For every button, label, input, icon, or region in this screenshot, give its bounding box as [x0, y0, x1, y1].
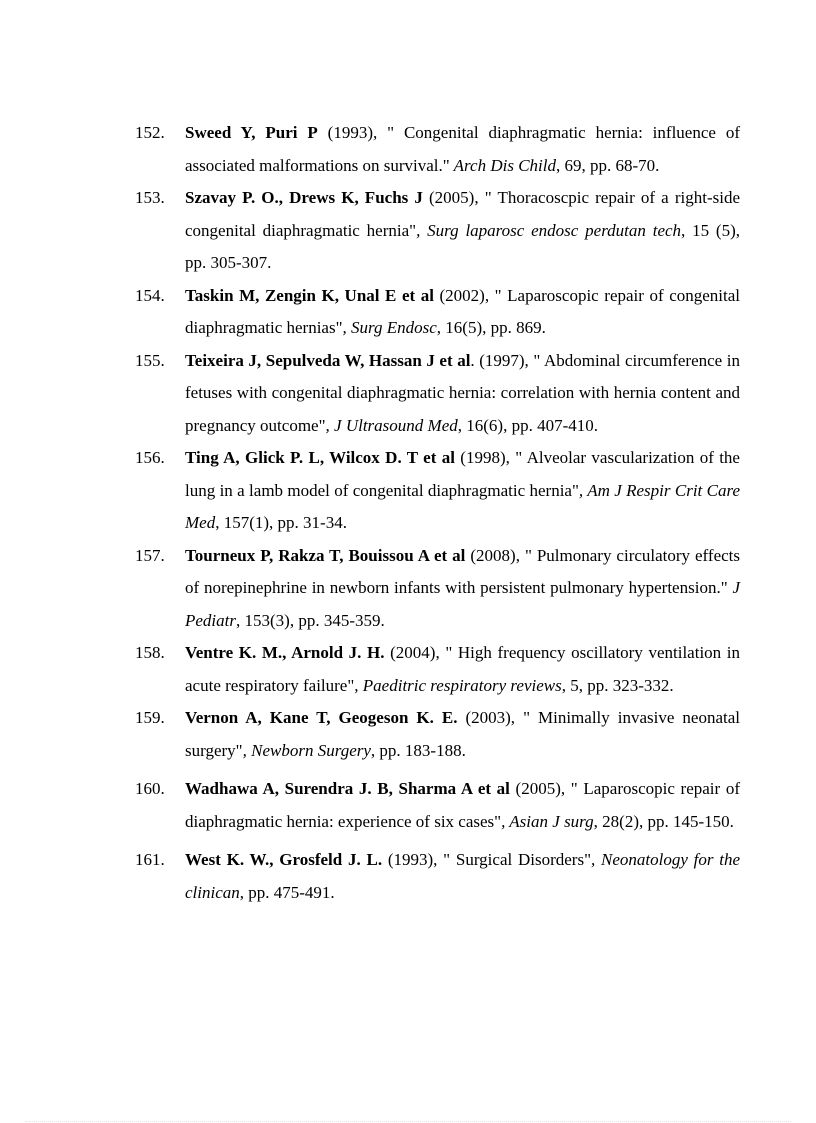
reference-title: " Surgical Disorders" [443, 850, 592, 869]
reference-number: 156. [135, 448, 165, 467]
reference-item [135, 345, 740, 443]
reference-number: 158. [135, 643, 165, 662]
reference-journal: , Paeditric respiratory reviews [354, 675, 562, 695]
reference-number: 160. [135, 779, 165, 798]
reference-number: 161. [135, 850, 165, 869]
reference-journal: , Surg laparosc endosc perdutan tech [416, 220, 682, 240]
reference-item [135, 117, 740, 182]
reference-journal: , J Ultrasound Med [325, 415, 458, 435]
reference-item [135, 280, 740, 345]
reference-year: (2004), [384, 643, 446, 662]
reference-number: 154. [135, 285, 165, 305]
reference-details: , pp. 475-491. [239, 882, 335, 902]
reference-year: (2005), [422, 188, 485, 207]
reference-text [185, 182, 740, 280]
reference-number: 157. [135, 545, 165, 565]
reference-title: " Laparoscopic repair of diaphragmatic hernia: experience of six cases" [185, 779, 740, 831]
reference-year: (2008), [465, 545, 525, 565]
reference-journal: J Pediatr [185, 578, 741, 630]
reference-journal: , Newborn Surgery [242, 740, 371, 760]
reference-list [135, 117, 740, 909]
reference-number: 155. [135, 350, 165, 370]
reference-title: " Pulmonary circulatory effects of norepinephrine in newborn infants with persistent pulmonary hypertension." [185, 545, 741, 597]
reference-authors: Ventre K. M., Arnold J. H. [185, 643, 385, 662]
reference-year: (2005), [509, 779, 571, 798]
reference-journal: , Surg Endosc [342, 318, 437, 337]
reference-title: " Alveolar vascularization of the lung in a lamb model of congenital diaphragmatic hernia" [185, 448, 740, 500]
reference-journal: , Asian J surg [501, 811, 594, 831]
reference-title: " Congenital diaphragmatic hernia: influence of associated malformations on survival." [185, 123, 740, 175]
reference-text [185, 117, 740, 182]
reference-details: , pp. 183-188. [370, 740, 466, 760]
reference-year: (1993), [317, 123, 388, 142]
reference-text [185, 280, 740, 345]
reference-journal: Arch Dis Child [449, 155, 556, 175]
reference-authors: Sweed Y, Puri P [185, 123, 318, 142]
reference-item [135, 182, 740, 280]
reference-text [185, 540, 740, 638]
reference-title: " Thoracoscpic repair of a right-side congenital diaphragmatic hernia" [185, 188, 740, 240]
reference-authors: Vernon A, Kane T, Geogeson K. E. [185, 708, 458, 727]
reference-item [135, 844, 740, 909]
reference-authors: Taskin M, Zengin K, Unal E et al [185, 285, 434, 305]
reference-details: , 28(2), pp. 145-150. [593, 811, 734, 831]
reference-title: " Minimally invasive neonatal surgery" [185, 708, 741, 760]
reference-details: , 5, pp. 323-332. [561, 675, 674, 695]
reference-authors: Teixeira J, Sepulveda W, Hassan J et al [185, 350, 471, 370]
reference-details: , 16(5), pp. 869. [436, 318, 546, 337]
reference-item [135, 773, 740, 838]
reference-text [185, 345, 740, 443]
reference-details: , 157(1), pp. 31-34. [215, 513, 347, 532]
reference-item [135, 540, 740, 638]
reference-title: " Laparoscopic repair of congenital diaphragmatic hernias" [185, 285, 741, 337]
reference-title: " Abdominal circumference in fetuses with congenital diaphragmatic hernia: correlation with hernia content and pregnancy outcome" [185, 350, 740, 435]
reference-item [135, 442, 740, 540]
reference-details: , 16(6), pp. 407-410. [457, 415, 598, 435]
page-bottom-edge [25, 1121, 791, 1122]
reference-number: 153. [135, 188, 165, 207]
reference-text [185, 442, 740, 540]
reference-details: , 15 (5), pp. 305-307. [185, 220, 740, 272]
reference-authors: Tourneux P, Rakza T, Bouissou A et al [185, 545, 466, 565]
reference-year: . (1997), [470, 350, 534, 370]
reference-authors: West K. W., Grosfeld J. L. [185, 850, 383, 869]
reference-title: " High frequency oscillatory ventilation in acute respiratory failure" [185, 643, 741, 695]
reference-text [185, 702, 740, 767]
reference-details: , 153(3), pp. 345-359. [236, 610, 385, 630]
reference-authors: Ting A, Glick P. L, Wilcox D. T et al [185, 448, 455, 467]
reference-text [185, 773, 740, 838]
reference-journal: , Am J Respir Crit Care Med [185, 480, 740, 532]
reference-authors: Szavay P. O., Drews K, Fuchs J [185, 188, 423, 207]
reference-year: (1998), [454, 448, 516, 467]
reference-number: 152. [135, 123, 165, 142]
reference-year: (2002), [433, 285, 495, 305]
reference-year: (1993), [382, 850, 444, 869]
reference-authors: Wadhawa A, Surendra J. B, Sharma A et al [185, 779, 510, 798]
reference-journal: , Neonatology for the clinican [185, 850, 741, 902]
reference-item [135, 702, 740, 767]
reference-text [185, 637, 740, 702]
reference-item [135, 637, 740, 702]
reference-number: 159. [135, 708, 165, 727]
reference-details: , 69, pp. 68-70. [555, 155, 660, 175]
reference-text [185, 844, 740, 909]
reference-year: (2003), [457, 708, 524, 727]
